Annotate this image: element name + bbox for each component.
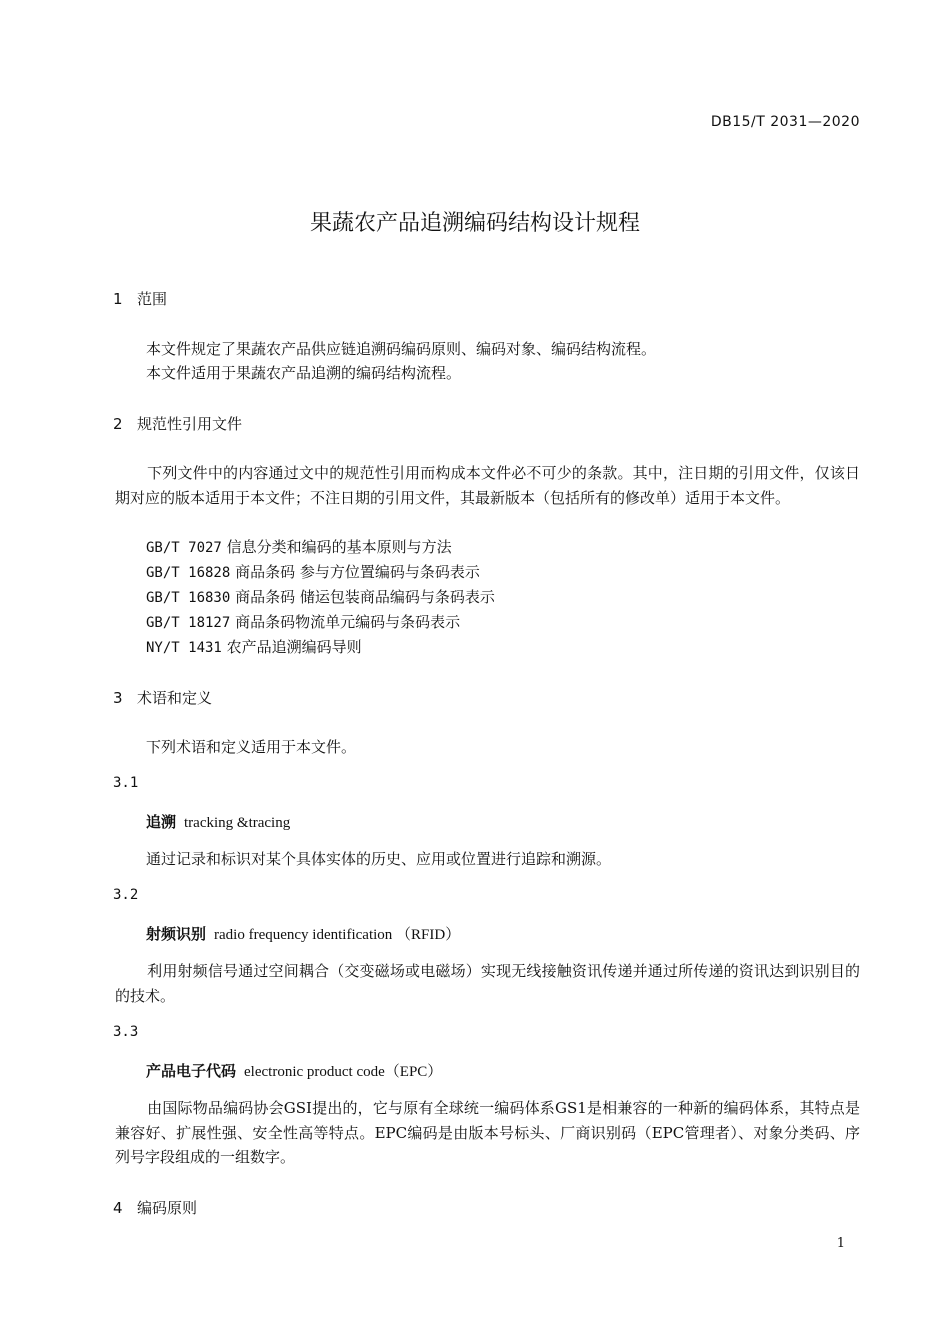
term-chinese: 产品电子代码	[146, 1062, 237, 1080]
scope-line-1: 本文件规定了果蔬农产品供应链追溯码编码原则、编码对象、编码结构流程。	[146, 340, 657, 358]
section-number: 4	[113, 1199, 123, 1217]
scope-line-2: 本文件适用于果蔬农产品追溯的编码结构流程。	[146, 364, 462, 382]
page-number: 1	[836, 1236, 845, 1251]
section-title: 术语和定义	[137, 689, 213, 707]
section-heading-1	[113, 288, 167, 309]
section-number: 3	[113, 689, 123, 707]
terms-intro: 下列术语和定义适用于本文件。	[146, 738, 357, 756]
term-entry	[146, 811, 290, 832]
term-definition: 通过记录和标识对某个具体实体的历史、应用或位置进行追踪和溯源。	[146, 850, 612, 868]
term-chinese: 追溯	[146, 813, 177, 831]
section-title: 规范性引用文件	[137, 415, 243, 433]
term-chinese: 射频识别	[146, 925, 207, 943]
term-definition	[115, 1096, 860, 1170]
reference-code: GB/T 7027	[146, 540, 222, 556]
term-entry	[146, 923, 460, 944]
reference-title: 信息分类和编码的基本原则与方法	[226, 538, 452, 556]
reference-code: NY/T 1431	[146, 640, 222, 656]
reference-item	[146, 536, 452, 557]
term-english: tracking &tracing	[184, 815, 291, 831]
normative-references-intro	[115, 461, 860, 510]
term-english: electronic product code（EPC）	[244, 1064, 443, 1080]
reference-code: GB/T 16830	[146, 590, 231, 606]
section-number: 1	[113, 290, 123, 308]
reference-item	[146, 636, 362, 657]
standard-code: DB15/T 2031—2020	[710, 114, 860, 130]
reference-code: GB/T 18127	[146, 615, 231, 631]
reference-item	[146, 561, 480, 582]
section-title: 编码原则	[137, 1199, 198, 1217]
section-title: 范围	[137, 290, 168, 308]
intro-text: 下列文件中的内容通过文中的规范性引用而构成本文件必不可少的条款。其中，注日期的引用文件，仅该日期对应的版本适用于本文件；不注日期的引用文件，其最新版本（包括所有的修改单）适用于本文件。	[115, 464, 860, 507]
definition-text: 利用射频信号通过空间耦合（交变磁场或电磁场）实现无线接触资讯传递并通过所传递的资讯达到识别目的的技术。	[115, 962, 860, 1005]
reference-title: 农产品追溯编码导则	[226, 638, 362, 656]
section-heading-4	[113, 1197, 197, 1218]
reference-title: 商品条码物流单元编码与条码表示	[235, 613, 461, 631]
reference-title: 商品条码 储运包装商品编码与条码表示	[235, 588, 495, 606]
term-number: 3.1	[113, 775, 139, 791]
reference-code: GB/T 16828	[146, 565, 231, 581]
document-title: 果蔬农产品追溯编码结构设计规程	[309, 211, 640, 236]
term-number: 3.2	[113, 887, 139, 903]
reference-item	[146, 586, 495, 607]
section-number: 2	[113, 415, 123, 433]
section-heading-2	[113, 413, 242, 434]
reference-title: 商品条码 参与方位置编码与条码表示	[235, 563, 480, 581]
term-entry	[146, 1060, 442, 1081]
section-heading-3	[113, 687, 212, 708]
term-number: 3.3	[113, 1024, 139, 1040]
definition-text: 由国际物品编码协会GSI提出的，它与原有全球统一编码体系GS1是相兼容的一种新的编码体系，其特点是兼容好、扩展性强、安全性高等特点。EPC编码是由版本号标头、厂商识别码（EPC管理者）、对象分类码、序列号字段组成的一组数字。	[115, 1099, 860, 1166]
term-definition	[115, 959, 860, 1008]
reference-item	[146, 611, 460, 632]
term-english: radio frequency identification （RFID）	[214, 927, 461, 943]
